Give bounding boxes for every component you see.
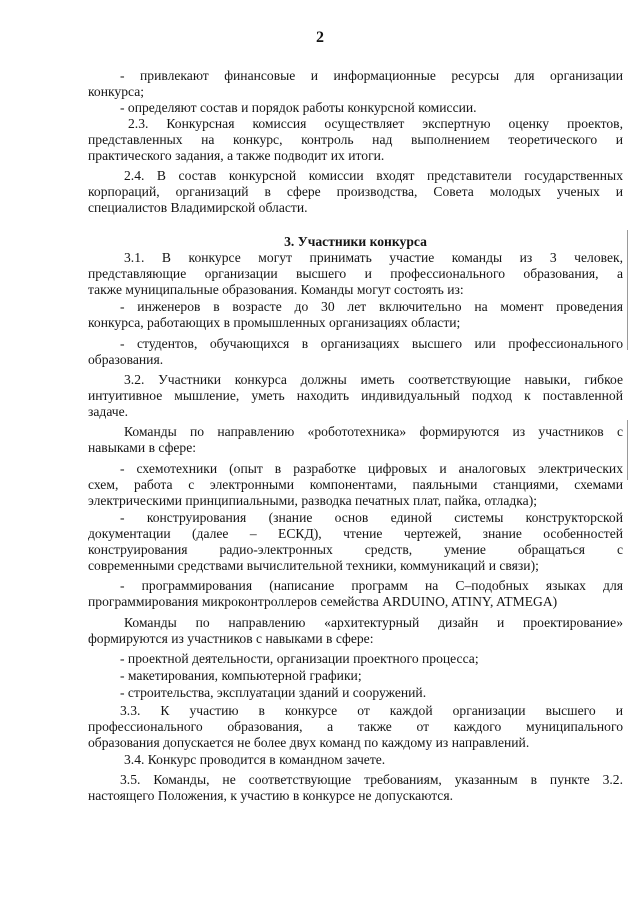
- text-line: - инженеров в возрасте до 30 лет включительно на момент проведения: [120, 299, 623, 314]
- text-line: конкурса;: [88, 84, 145, 99]
- text-line: навыками в сфере:: [88, 440, 197, 455]
- text-line: 2.3. Конкурсная комиссия осуществляет экспертную оценку проектов,: [128, 116, 623, 131]
- text-line: Команды по направлению «архитектурный дизайн и проектирование»: [124, 615, 623, 630]
- text-line: электрическими принципиальными, разводка печатных плат, пайка, отладка);: [88, 493, 538, 508]
- scan-edge-mark: [627, 230, 628, 350]
- text-line: профессионального образования, а также от каждого муниципального: [88, 719, 623, 734]
- text-line: - определяют состав и порядок работы конкурсной комиссии.: [120, 100, 477, 115]
- text-line: задаче.: [88, 404, 129, 419]
- section-3-title: 3. Участники конкурса: [284, 234, 427, 249]
- scan-edge-mark: [627, 420, 628, 480]
- text-line: 3.5. Команды, не соответствующие требованиям, указанным в пункте 3.2.: [120, 772, 623, 787]
- text-line: - проектной деятельности, организации проектного процесса;: [120, 651, 479, 666]
- text-line: - программирования (написание программ на С–подобных языках для: [120, 578, 623, 593]
- text-line: конструирования радио-электронных средств, умение обращаться с: [88, 542, 623, 557]
- text-line: 3.1. В конкурсе могут принимать участие команды из 3 человек,: [124, 250, 623, 265]
- text-line: 3.2. Участники конкурса должны иметь соответствующие навыки, гибкое: [124, 372, 623, 387]
- text-line: документации (далее – ЕСКД), чтение чертежей, знание особенностей: [88, 526, 623, 541]
- text-line: Команды по направлению «робототехника» формируются из участников с: [124, 424, 623, 439]
- text-line: образования.: [88, 352, 164, 367]
- text-line: схем, работа с электронными компонентами, паяльными станциями, схемами: [88, 477, 623, 492]
- page-number: 2: [316, 29, 324, 46]
- text-line: интуитивное мышление, уметь находить индивидуальный подход к поставленной: [88, 388, 623, 403]
- text-line: специалистов Владимирской области.: [88, 200, 308, 215]
- text-line: - макетирования, компьютерной графики;: [120, 668, 362, 683]
- text-line: - строительства, эксплуатации зданий и сооружений.: [120, 685, 427, 700]
- text-line: практического задания, а также подводит их итоги.: [88, 148, 385, 163]
- text-line: 3.4. Конкурс проводится в командном зачете.: [124, 752, 386, 767]
- text-line: 3.3. К участию в конкурсе от каждой организации высшего и: [120, 703, 623, 718]
- text-line: корпораций, организаций в сфере производства, Совета молодых ученых и: [88, 184, 623, 199]
- text-line: формируются из участников с навыками в сфере:: [88, 631, 374, 646]
- text-line: - конструирования (знание основ единой системы конструкторской: [120, 510, 623, 525]
- text-line: 2.4. В состав конкурсной комиссии входят представители государственных: [124, 168, 623, 183]
- text-line: - студентов, обучающихся в организациях высшего или профессионального: [120, 336, 623, 351]
- text-line: также муниципальные образования. Команды могут состоять из:: [88, 282, 464, 297]
- text-line: представляющие организации высшего и профессионального образования, а: [88, 266, 623, 281]
- text-line: образования допускается не более двух команд по каждому из направлений.: [88, 735, 530, 750]
- text-line: - привлекают финансовые и информационные ресурсы для организации: [120, 68, 623, 83]
- text-line: конкурса, работающих в промышленных организациях области;: [88, 315, 461, 330]
- text-line: программирования микроконтроллеров семейства ARDUINO, ATINY, ATMEGA): [88, 594, 558, 609]
- text-line: - схемотехники (опыт в разработке цифровых и аналоговых электрических: [120, 461, 623, 476]
- text-line: представленных на конкурс, контроль над выполнением теоретического и: [88, 132, 623, 147]
- text-line: современными средствами вычислительной техники, коммуникаций и связи);: [88, 558, 539, 573]
- text-line: настоящего Положения, к участию в конкурсе не допускаются.: [88, 788, 453, 803]
